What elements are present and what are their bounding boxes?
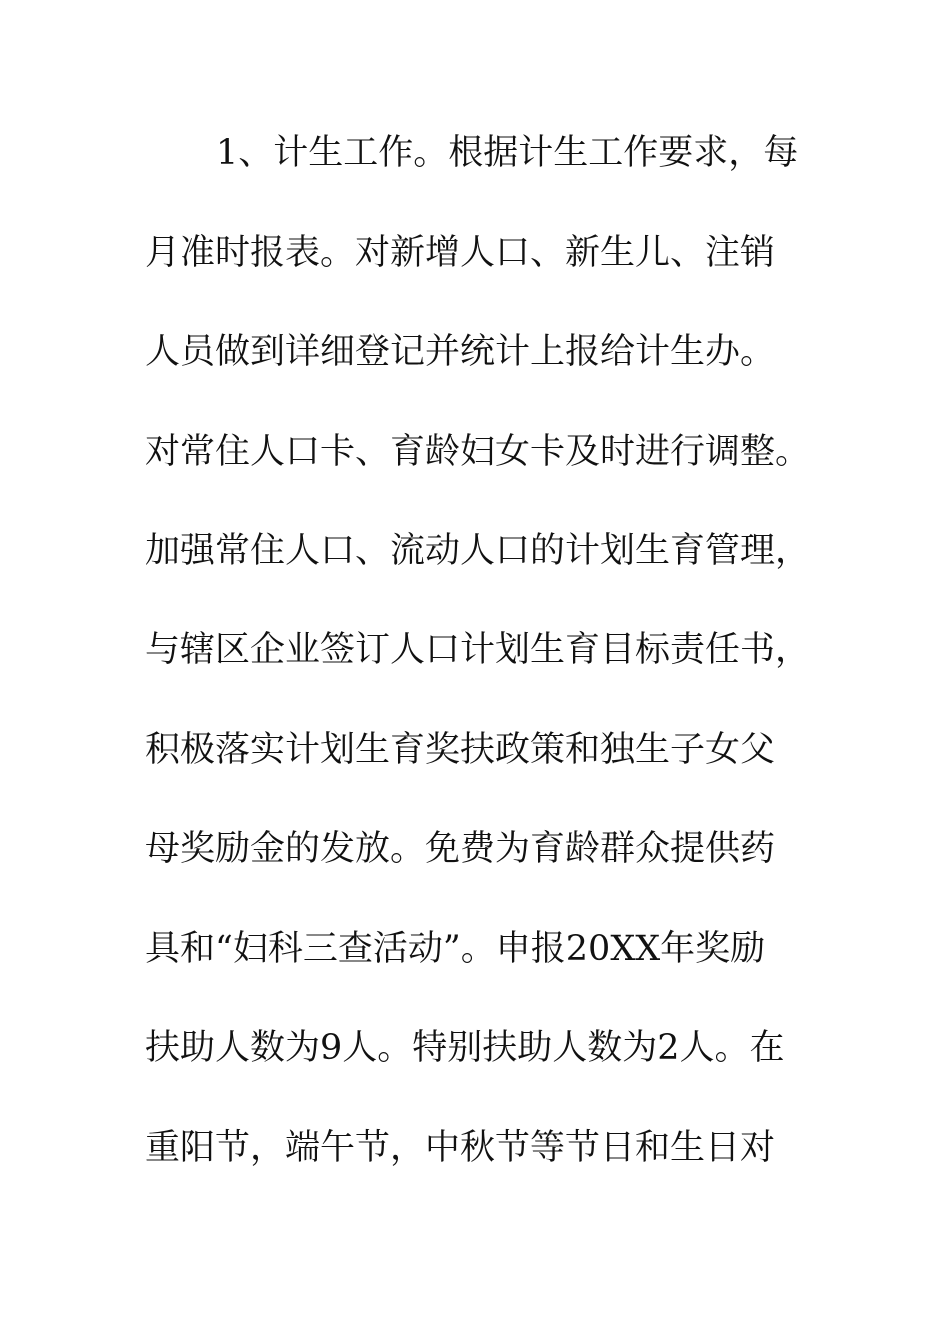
paragraph-line-1: 1、计生工作。根据计生工作要求，每 — [216, 133, 799, 173]
paragraph-line-6: 与辖区企业签订人口计划生育目标责任书， — [145, 630, 811, 670]
paragraph-line-4: 对常住人口卡、育龄妇女卡及时进行调整。 — [145, 432, 811, 472]
paragraph-line-10: 扶助人数为9人。特别扶助人数为2人。在 — [145, 1028, 785, 1068]
paragraph-line-9: 具和“妇科三查活动”。申报20XX年奖励 — [145, 929, 766, 969]
paragraph-line-3: 人员做到详细登记并统计上报给计生办。 — [145, 332, 776, 372]
paragraph-line-2: 月准时报表。对新增人口、新生儿、注销 — [145, 233, 776, 273]
paragraph-line-11: 重阳节，端午节，中秋节等节日和生日对 — [145, 1128, 776, 1168]
paragraph-line-8: 母奖励金的发放。免费为育龄群众提供药 — [145, 829, 776, 869]
paragraph-line-5: 加强常住人口、流动人口的计划生育管理， — [145, 531, 811, 571]
paragraph-line-7: 积极落实计划生育奖扶政策和独生子女父 — [145, 730, 776, 770]
